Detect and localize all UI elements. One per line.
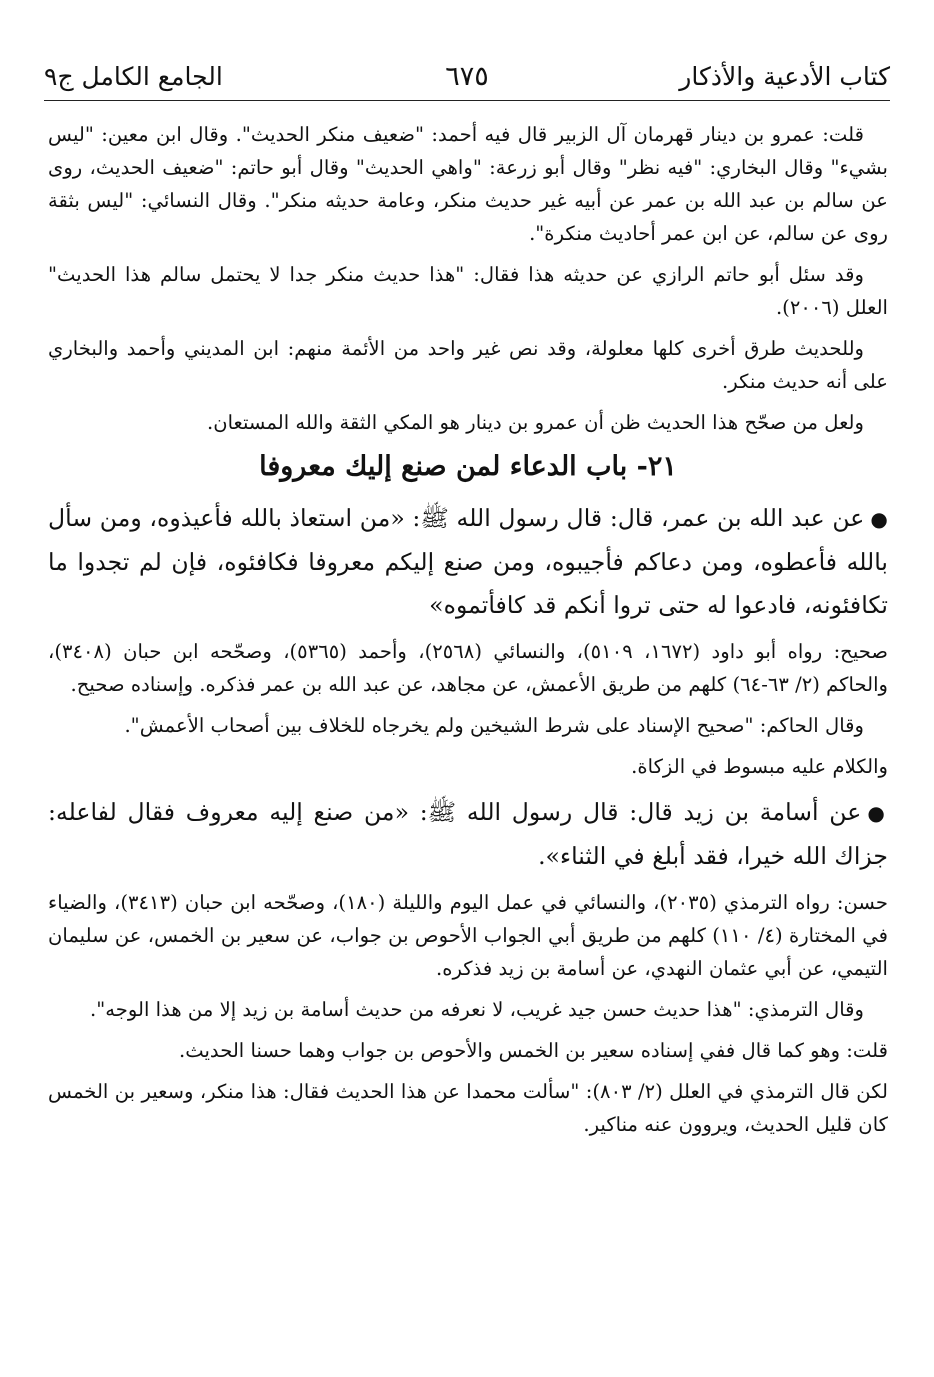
paragraph: وقال الحاكم: "صحيح الإسناد على شرط الشيخين ولم يخرجاه للخلاف بين أصحاب الأعمش". [124,714,864,737]
bullet-icon: ● [867,801,888,825]
paragraph: حسن: رواه الترمذي (٢٠٣٥)، والنسائي في عمل اليوم والليلة (١٨٠)، وصحّحه ابن حبان (٣٤١٣)، والضياء في المختارة (٤/ ١١٠) كلهم من طريق أبي الجواب الأحوص بن جواب، عن سعير بن الخمس، عن سليمان التيمي، عن أبي عثمان النهدي، عن أسامة بن زيد فذكره. [48,891,889,980]
paragraph: لكن قال الترمذي في العلل (٢/ ٨٠٣): "سألت محمدا عن هذا الحديث فقال: هذا منكر، وسعير بن الخمس كان قليل الحديث، ويروون عنه مناكير. [48,1080,888,1136]
page-header [44,52,890,101]
paragraph: قلت: وهو كما قال ففي إسناده سعير بن الخمس والأحوص بن جواب وهما حسنا الحديث. [178,1039,888,1062]
paragraph: قلت: عمرو بن دينار قهرمان آل الزبير قال فيه أحمد: "ضعيف منكر الحديث". وقال ابن معين: "ليس بشيء" وقال البخاري: "فيه نظر" وقال أبو زرعة: "واهي الحديث" وقال أبو حاتم: "ضعيف الحديث، روى عن سالم بن عبد الله بن عمر عن أبيه غير حديث منكر، وعامة حديثه منكر". وقال النسائي: "ليس بثقة روى عن سالم، عن ابن عمر أحاديث منكرة". [48,123,888,245]
series-title: الجامع الكامل ج٩ [44,61,223,91]
hadith-body: عن أسامة بن زيد قال: قال رسول الله ﷺ: «من صنع إليه معروف فقال لفاعله: جزاك الله خيرا، فقد أبلغ في الثناء». [48,798,888,870]
hadith-body: عن عبد الله بن عمر، قال: قال رسول الله ﷺ: «من استعاذ بالله فأعيذوه، ومن سأل بالله فأعطوه، ومن دعاكم فأجيبوه، ومن صنع إليكم معروفا فكافئوه، فإن لم تجدوا ما تكافئونه، فادعوا له حتى تروا أنكم قد كافأتموه» [48,504,888,619]
paragraph: ولعل من صحّح هذا الحديث ظن أن عمرو بن دينار هو المكي الثقة والله المستعان. [206,411,864,434]
hadith-text [48,497,888,627]
paragraph: وللحديث طرق أخرى كلها معلولة، وقد نص غير واحد من الأئمة منهم: ابن المديني وأحمد والبخاري على أنه حديث منكر. [48,337,888,393]
chapter-heading: ٢١- باب الدعاء لمن صنع إليك معروفا [259,451,677,482]
hadith-text [48,791,888,878]
book-title: كتاب الأدعية والأذكار [679,61,890,91]
paragraph: والكلام عليه مبسوط في الزكاة. [631,755,888,778]
page-number: ٦٧٥ [445,60,489,92]
paragraph: وقد سئل أبو حاتم الرازي عن حديثه هذا فقال: "هذا حديث منكر جدا لا يحتمل سالم هذا الحديث" العلل (٢٠٠٦). [48,263,888,319]
page-body [48,118,888,1149]
bullet-icon: ● [870,507,889,531]
paragraph: وقال الترمذي: "هذا حديث حسن جيد غريب، لا نعرفه من حديث أسامة بن زيد إلا من هذا الوجه". [90,998,864,1021]
paragraph: صحيح: رواه أبو داود (١٦٧٢، ٥١٠٩)، والنسائي (٢٥٦٨)، وأحمد (٥٣٦٥)، وصحّحه ابن حبان (٣٤٠٨)، والحاكم (٢/ ٦٣-٦٤) كلهم من طريق الأعمش، عن مجاهد، عن عبد الله بن عمر فذكره. وإسناده صحيح. [48,640,889,696]
